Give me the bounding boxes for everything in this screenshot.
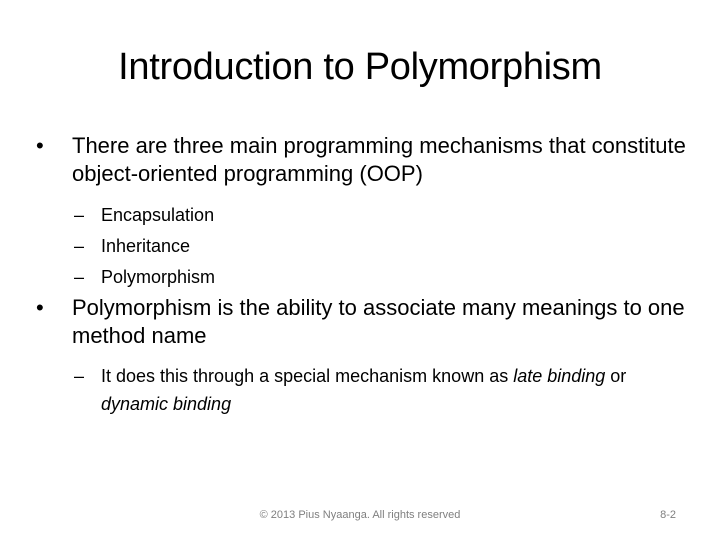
sub-bullet-item: [36, 200, 696, 231]
dynamic-binding-term: dynamic binding: [101, 394, 232, 414]
bullet-text: There are three main programming mechanisms that constitute object-oriented programming (OOP): [72, 133, 686, 186]
bullet-marker: •: [36, 295, 44, 320]
sub-bullet-marker: –: [74, 366, 85, 386]
sub-bullet-marker: –: [74, 205, 85, 225]
sub-bullet-list: [36, 362, 696, 418]
sub-bullet-text: Inheritance: [101, 236, 191, 256]
sub-bullet-item: [36, 231, 696, 262]
slide-title: Introduction to Polymorphism: [118, 46, 602, 88]
sub-bullet-text-or: or: [605, 366, 627, 386]
late-binding-term: late binding: [513, 366, 606, 386]
sub-bullet-text: Polymorphism: [101, 267, 216, 287]
bullet-item: [36, 294, 696, 350]
bullet-block-1: [36, 132, 696, 293]
bullet-item: [36, 132, 696, 188]
bullet-marker: •: [36, 133, 44, 158]
sub-bullet-list: [36, 200, 696, 293]
bullet-block-2: [36, 294, 696, 418]
sub-bullet-marker: –: [74, 267, 85, 287]
sub-bullet-item: [36, 362, 696, 418]
sub-bullet-item: [36, 262, 696, 293]
footer-page-number: 8-2: [660, 509, 676, 521]
sub-bullet-text: Encapsulation: [101, 205, 215, 225]
bullet-text: Polymorphism is the ability to associate many meanings to one method name: [72, 295, 685, 348]
footer-copyright: © 2013 Pius Nyaanga. All rights reserved: [259, 509, 461, 521]
sub-bullet-text-start: It does this through a special mechanism known as: [101, 366, 514, 386]
sub-bullet-marker: –: [74, 236, 85, 256]
